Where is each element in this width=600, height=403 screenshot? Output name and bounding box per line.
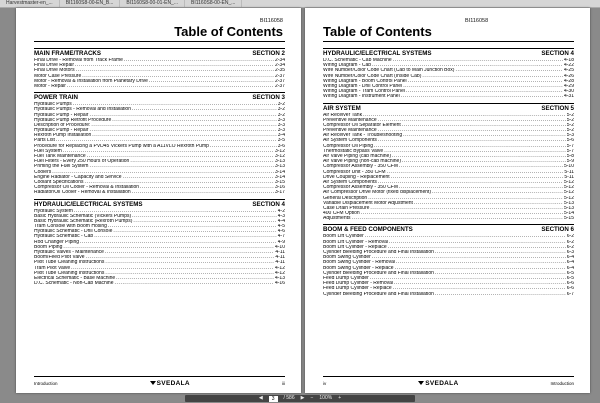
svedala-logo: [150, 380, 190, 387]
toc-entry-title: Adjustments: [323, 216, 351, 222]
section-name: HYDRAULIC/ELECTRICAL SYSTEMS: [323, 50, 432, 57]
toc-entry-page: 3-2: [277, 102, 285, 108]
toc-entry-page: 4-11: [275, 250, 285, 255]
toc-entry-title: Hydraulic Pumps - Removal and Installation: [34, 107, 131, 113]
dot-leader: [435, 292, 566, 297]
section-label: SECTION 5: [541, 104, 574, 112]
brand-name: SVEDALA: [156, 379, 190, 387]
toc-entry-title: Wiring Diagram - Tram Control Panel: [323, 89, 405, 95]
toc-entry-page: 5-12: [563, 190, 574, 196]
toc-entry-page: 6-7: [566, 291, 574, 297]
toc-entry-page: 3-13: [274, 159, 285, 165]
toc-entry-title: D.C. Schematic - Non-Cab Machine: [34, 281, 114, 287]
toc-entry-title: Pilot Tube Cleaning Instructions: [34, 270, 105, 276]
toc-entry-title: Compressor Oil Piping: [323, 143, 374, 149]
toc-entry-page: 6-6: [566, 281, 574, 287]
zoom-level[interactable]: 100%: [319, 395, 333, 401]
toc-entry-page: 5-13: [563, 205, 574, 211]
toc-entry-title: Boom Lift Cylinder - Replace: [323, 244, 387, 250]
page-number-input[interactable]: 3: [269, 396, 278, 402]
toc-entry-page: 5-3: [566, 133, 574, 139]
section-name: MAIN FRAME/TRACKS: [34, 50, 102, 57]
toc-entry-title: Electrical Schematic - Base Machine: [34, 275, 116, 281]
section-name: POWER TRAIN: [34, 94, 78, 102]
footer-page-number: iii: [282, 380, 285, 386]
toc-entry-page: 4-2: [277, 208, 285, 214]
toc-entry-title: Radiator/Oil Cooler - Removal & Installation: [34, 190, 131, 196]
toc-entry-page: 4-4: [277, 218, 285, 224]
toc-entry-title: Final Drive - Removal from Track Frame: [34, 58, 123, 63]
toc-entry-page: 6-5: [566, 270, 574, 276]
toc-entry-page: 2-35: [274, 68, 285, 74]
browser-tab[interactable]: Harvestmaster-en_...: [0, 0, 60, 7]
toc-entry-title: Cylinder Bleeding Procedure and Final Installation: [323, 250, 434, 255]
toc-entry-title: Wiring Diagram - Cab: [323, 63, 372, 69]
toc-entry-page: 3-5: [277, 138, 285, 144]
toc-entry-title: Feed Dump Cylinder - Removal: [323, 281, 394, 287]
toc-entry-title: Fuel Filters - Every 250 Hours of Operation: [34, 159, 130, 165]
toc-entry-title: Rexroth Pump Installation: [34, 133, 92, 139]
toc-entry[interactable]: [34, 84, 285, 89]
page-footer: [323, 376, 574, 389]
toc-entry-page: 4-26: [563, 73, 574, 79]
toc-entry-title: Compressor Assembly - 350 CFM: [323, 164, 399, 170]
toc-entry-page: 4-5: [277, 224, 285, 230]
toc-entry-page: 5-14: [563, 211, 574, 217]
toc-entry-page: 2-37: [274, 73, 285, 79]
toc-entry-page: 4-12: [274, 270, 285, 276]
toc-entry-title: Compressor Oil Cooler - Removal & Installation: [34, 185, 140, 191]
toc-entry-title: Motor Case Pressure: [34, 73, 82, 79]
toc-entry-page: 4-13: [274, 275, 285, 281]
toc-entry-title: Cylinder Bleeding Procedure and Final Installation: [323, 291, 434, 297]
toc-entry-title: Wiring Diagram - Drill Control Panel: [323, 83, 403, 89]
toc-entry-title: Basic Hydraulic Schematic (Vickers Pumps): [34, 213, 132, 219]
browser-tab-bar: [0, 0, 600, 8]
toc-entry-title: Parts List: [34, 138, 55, 144]
toc-entry-title: Rod Changer Piping: [34, 239, 80, 245]
toc-entry-title: Thermostatic Bypass Valve: [323, 148, 384, 154]
toc-entry-title: Boom/Feed Pilot Valve: [34, 255, 85, 261]
section-heading: [323, 224, 574, 234]
browser-tab[interactable]: BI1160S8-00-01-EN_...: [120, 0, 185, 7]
toc-entry-page: 4-28: [563, 78, 574, 84]
toc-entry-page: 3-15: [274, 179, 285, 185]
toc-entry-page: 3-3: [277, 122, 285, 128]
section-heading: [34, 199, 285, 209]
toc-entry-title: Final Drive Motors: [34, 68, 75, 74]
toc-entry-page: 4-31: [563, 94, 574, 100]
section-heading: [34, 92, 285, 102]
toc-entry-page: 4-29: [563, 83, 574, 89]
toc-entry-title: Boom Piping: [34, 244, 63, 250]
svedala-logo: [418, 380, 458, 387]
toc-entry-title: Cylinder Bleeding Procedure and Final Installation: [323, 270, 434, 276]
section-label: SECTION 3: [252, 94, 285, 102]
toc-entry-page: 5-2: [566, 128, 574, 134]
toc-entry-title: Variable Displacement Motor Adjustment: [323, 200, 413, 206]
page-total: / 586: [283, 395, 295, 401]
toc-entry-title: Boom Swing Cylinder: [323, 255, 371, 261]
page-title: Table of Contents: [323, 24, 432, 39]
toc-entry-title: Fuel System: [34, 148, 62, 154]
brand-name: SVEDALA: [425, 379, 459, 387]
toc-entry-page: 2-37: [274, 83, 285, 89]
section-heading: [323, 103, 574, 113]
toc-entry-page: 5-8: [566, 154, 574, 159]
toc-entry-title: Air Valve Piping (cab machine): [323, 154, 391, 159]
toc-entry-page: 6-6: [566, 286, 574, 292]
toc-entry-page: 4-10: [274, 244, 285, 250]
toc-entry[interactable]: [34, 281, 285, 286]
toc-entry-page: 4-16: [274, 281, 285, 287]
toc-entry-title: Basic Hydraulic Schematic (Rexroth Pumps): [34, 218, 133, 224]
section-label: SECTION 4: [541, 50, 574, 57]
toc-entry-page: 6-5: [566, 275, 574, 281]
toc-entry-title: Fuel Tank Maintenance: [34, 154, 86, 159]
toc-entry-title: Feed Dump Cylinder: [323, 275, 369, 281]
toc-entry-page: 4-6: [277, 229, 285, 235]
toc-entry[interactable]: [323, 216, 574, 221]
section-label: SECTION 2: [252, 50, 285, 57]
toc-entry[interactable]: [323, 94, 574, 99]
toc-entry-page: 5-2: [566, 117, 574, 123]
toc-entry-page: 6-3: [566, 250, 574, 255]
left-page: [16, 8, 301, 393]
toc-entry-page: 3-2: [277, 107, 285, 113]
toc-entry-page: 3-12: [274, 148, 285, 154]
toc-entry-title: D.C. Schematic - Cab Machine: [323, 58, 392, 63]
svedala-mark-icon: [150, 381, 156, 385]
toc-entry-title: Priming the Fuel System: [34, 164, 89, 170]
toc-content: [323, 46, 574, 297]
doc-number: BI116058: [465, 18, 489, 24]
toc-entry-title: Hydraulic Pump - Repair: [34, 128, 89, 134]
toc-entry-title: Description of Procedure:: [34, 122, 91, 128]
toc-entry-title: Wire Number/Color Code Chart (Inside Cab): [323, 73, 422, 79]
toc-entry[interactable]: [34, 190, 285, 195]
right-page: [305, 8, 590, 393]
footer-left-text: Introduction: [34, 380, 58, 386]
toc-entry-title: Air Receiver Tank - Troubleshooting: [323, 133, 403, 139]
page-title: Table of Contents: [174, 24, 283, 39]
toc-entry-title: Hydraulic Pump Retrofit Procedure: [34, 117, 112, 123]
toc-entry-title: Preventive Maintenance: [323, 128, 377, 134]
toc-entry-page: 5-12: [563, 179, 574, 185]
toc-entry-page: 2-34: [274, 63, 285, 69]
section-heading: [34, 48, 285, 58]
toc-entry-page: 3-6: [277, 143, 285, 149]
toc-entry-page: 4-11: [275, 260, 285, 266]
toc-entry-title: Air System Components: [323, 179, 377, 185]
toc-entry-page: 3-4: [277, 133, 285, 139]
toc-entry-title: Hydraulic Pump - Repair: [34, 112, 89, 118]
toc-entry-title: Boom Lift Cylinder: [323, 234, 364, 240]
toc-entry-page: 5-2: [566, 122, 574, 128]
toc-entry-title: Motor - Removal & Installation from Planetary Drive: [34, 78, 148, 84]
toc-entry-title: Air System Components: [323, 138, 377, 144]
toc-entry-title: Air Receiver Tank: [323, 112, 363, 118]
dot-leader: [352, 216, 563, 221]
toc-entry-page: 4-12: [274, 265, 285, 271]
toc-entry-page: 5-12: [563, 185, 574, 191]
toc-entry-title: Boom Swing Cylinder - Removal: [323, 260, 395, 266]
prev-page-icon[interactable]: ◀: [258, 395, 263, 401]
toc-entry-page: 4-22: [563, 63, 574, 69]
section-heading: [323, 48, 574, 58]
toc-entry-title: General Description: [323, 195, 368, 201]
toc-entry-page: 3-17: [274, 190, 285, 196]
zoom-in-icon[interactable]: +: [338, 395, 342, 401]
toc-entry-page: 6-4: [566, 265, 574, 271]
toc-entry-title: Hydraulic Valves - Maintenance: [34, 250, 104, 255]
toc-entry-title: Engine Radiator - Capacity and Service: [34, 174, 122, 180]
toc-entry-title: Coolers: [34, 169, 52, 175]
toc-entry-page: 2-34: [274, 58, 285, 63]
toc-entry-page: 5-10: [563, 164, 574, 170]
toc-entry-page: 6-2: [566, 239, 574, 245]
toc-entry-title: Wire Number/Color Code Chart (Cab to Main Junction Box): [323, 68, 455, 74]
toc-entry-title: Boom Swing Cylinder - Replace: [323, 265, 394, 271]
toc-entry-page: 3-12: [274, 154, 285, 159]
toc-entry-title: Compressor Assembly - 350 CFM: [323, 185, 399, 191]
toc-entry-title: Boom Lift Cylinder - Removal: [323, 239, 389, 245]
toc-entry-page: 5-12: [563, 195, 574, 201]
toc-entry-page: 3-14: [274, 169, 285, 175]
footer-page-number: iv: [323, 380, 327, 386]
dot-leader: [67, 84, 274, 89]
toc-entry-page: 4-9: [277, 239, 285, 245]
toc-entry-title: Pilot Tube Cleaning Instructions: [34, 260, 105, 266]
toc-entry-page: 3-3: [277, 117, 285, 123]
toc-entry-page: 5-7: [566, 148, 574, 154]
toc-entry-page: 2-37: [274, 78, 285, 84]
toc-entry-page: 5-13: [563, 200, 574, 206]
toc-entry-title: 400 CFM Option: [323, 211, 360, 217]
toc-entry-page: 4-3: [277, 213, 285, 219]
toc-entry-title: Final Drive Repair: [34, 63, 75, 69]
browser-tab[interactable]: BI1160S8-00-EN_B...: [60, 0, 121, 7]
toc-entry-title: Tram Pilot Valve: [34, 265, 71, 271]
toc-entry-page: 4-7: [277, 234, 285, 240]
toc-entry-title: Compressor Unit - 350 CFM: [323, 169, 386, 175]
toc-entry[interactable]: [323, 292, 574, 297]
browser-tab[interactable]: BI1160S8-00-EN_...: [185, 0, 242, 7]
toc-entry-page: 4-11: [275, 255, 285, 261]
toc-entry-page: 3-16: [274, 185, 285, 191]
toc-entry-page: 4-25: [563, 68, 574, 74]
dot-leader: [114, 281, 274, 286]
next-page-icon[interactable]: ▶: [300, 395, 305, 401]
section-name: BOOM & FEED COMPONENTS: [323, 226, 413, 234]
toc-content: [34, 46, 285, 286]
toc-entry-page: 3-14: [274, 174, 285, 180]
toc-entry-page: 3-2: [277, 112, 285, 118]
toc-entry-title: Hydraulic Schematic - Drill Console: [34, 229, 113, 235]
toc-entry-page: 4-30: [563, 89, 574, 95]
toc-entry-page: 5-7: [566, 143, 574, 149]
dot-leader: [132, 190, 274, 195]
dot-leader: [401, 94, 563, 99]
page-footer: [34, 376, 285, 389]
doc-number: BI116058: [259, 18, 283, 24]
zoom-out-icon[interactable]: −: [310, 395, 314, 401]
toc-entry-title: Preventive Maintenance: [323, 117, 377, 123]
toc-entry-title: Hydraulic Schematic - Cab: [34, 234, 94, 240]
toc-entry-page: 5-11: [564, 169, 574, 175]
toc-entry-page: 6-2: [566, 234, 574, 240]
toc-entry-title: Procedure for Replacing a PVD45 Vickers Pump with a A11VLO Rexroth Pump: [34, 143, 209, 149]
toc-entry-title: Compressor Oil Separator Element: [323, 122, 401, 128]
toc-entry-title: Hydraulic Pumps: [34, 102, 72, 108]
svedala-mark-icon: [418, 381, 424, 385]
toc-entry-title: Air Compressor Drive Motor (fixed displacement): [323, 190, 432, 196]
toc-entry-page: 6-2: [566, 244, 574, 250]
toc-entry-page: 4-18: [563, 58, 574, 63]
title-rule: [323, 41, 574, 42]
toc-entry-title: Hydraulic System: [34, 208, 73, 214]
toc-entry-title: Tram Console with Boom Hosing: [34, 224, 107, 230]
toc-entry-page: 6-4: [566, 260, 574, 266]
toc-entry-title: Drive Coupling - Replacement: [323, 174, 390, 180]
toc-entry-title: Case Drain Pressure: [323, 205, 370, 211]
toc-entry-title: Feed Dump Cylinder - Replace: [323, 286, 392, 292]
section-label: SECTION 4: [252, 200, 285, 208]
section-name: HYDRAULIC/ELECTRICAL SYSTEMS: [34, 200, 143, 208]
toc-entry-page: 5-9: [566, 159, 574, 165]
pdf-pager-toolbar: [185, 395, 415, 402]
toc-entry-page: 5-2: [566, 112, 574, 118]
toc-entry-page: 3-3: [277, 128, 285, 134]
toc-entry-title: Wiring Diagram - Instrument Panel: [323, 94, 400, 100]
toc-entry-page: 5-15: [563, 216, 574, 222]
toc-entry-page: 5-6: [566, 138, 574, 144]
section-label: SECTION 6: [541, 226, 574, 234]
toc-entry-page: 5-11: [564, 174, 574, 180]
toc-entry-page: 3-13: [274, 164, 285, 170]
title-rule: [34, 41, 285, 42]
toc-entry-title: Air Valve Piping (non-cab machine): [323, 159, 402, 165]
toc-entry-title: Coolant Specifications: [34, 179, 84, 185]
toc-entry-title: Motor - Repair: [34, 83, 66, 89]
section-name: AIR SYSTEM: [323, 104, 361, 112]
toc-entry-page: 6-4: [566, 255, 574, 261]
footer-right-text: Introduction: [550, 380, 574, 386]
toc-entry-title: Wiring Diagram - Boom Control Panel: [323, 78, 407, 84]
